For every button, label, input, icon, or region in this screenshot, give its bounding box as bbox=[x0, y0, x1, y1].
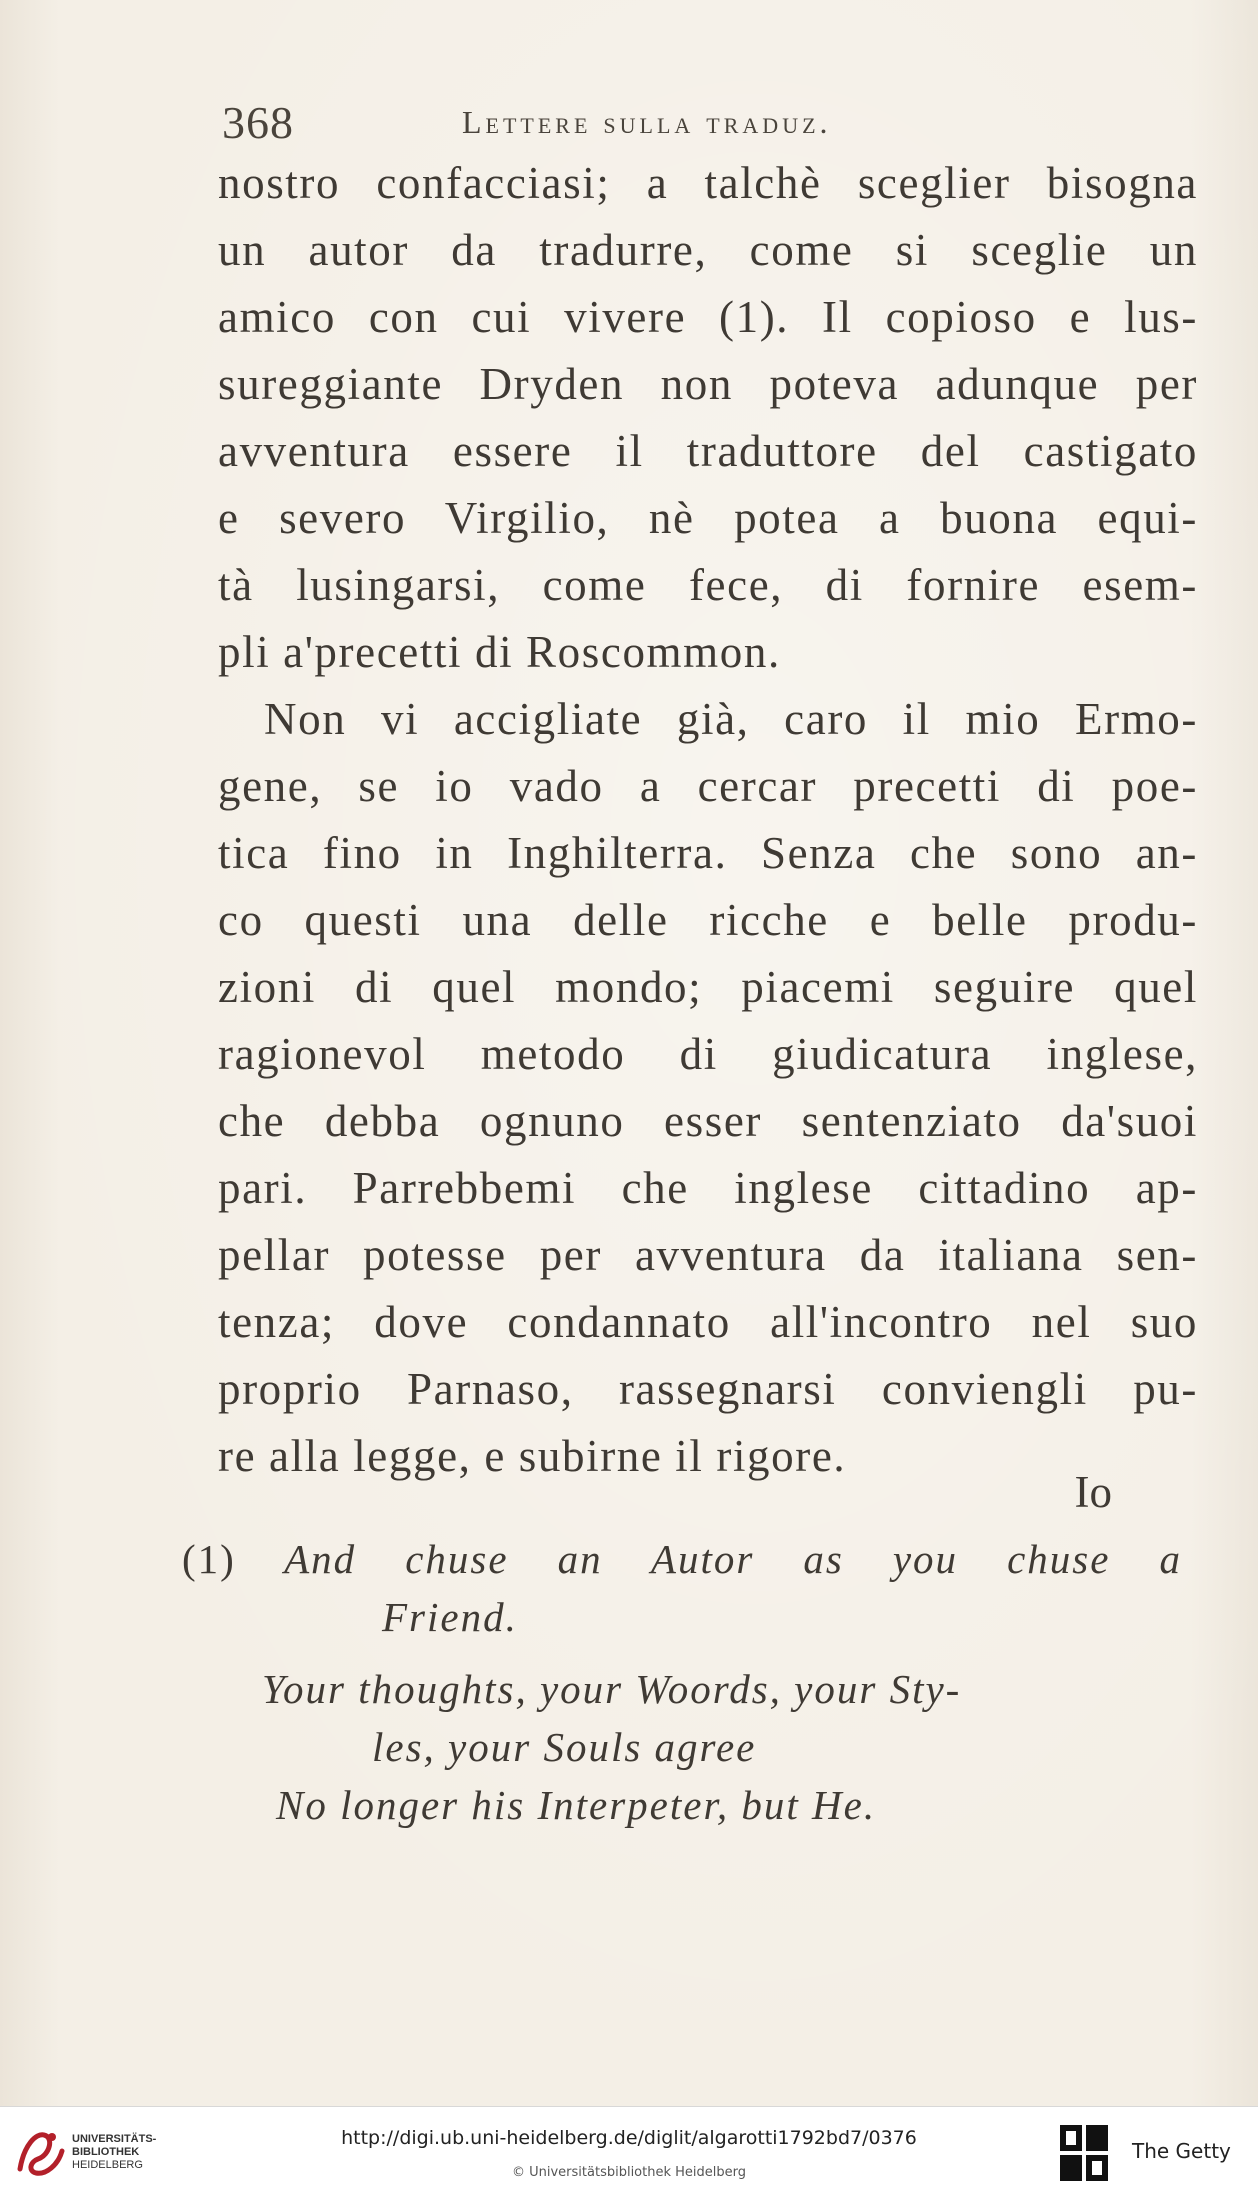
text-line: re alla legge, e subirne il rigore. bbox=[218, 1431, 847, 1481]
text-line: pli a'precetti di Roscommon. bbox=[218, 627, 781, 677]
text-line: amico con cui vivere (1). Il copioso e lus- bbox=[218, 292, 1198, 342]
text-line: tenza; dove condannato all'incontro nel suo bbox=[218, 1297, 1198, 1347]
text-line: proprio Parnaso, rassegnarsi conviengli pu- bbox=[218, 1364, 1198, 1414]
text-line: che debba ognuno esser sentenziato da'suoi bbox=[218, 1096, 1198, 1146]
text-line: ragionevol metodo di giudicatura inglese, bbox=[218, 1029, 1198, 1079]
footnote-marker: (1) bbox=[182, 1536, 236, 1582]
library-name-line: UNIVERSITÄTS- bbox=[72, 2133, 157, 2145]
text-line: un autor da tradurre, come si sceglie un bbox=[218, 225, 1198, 275]
running-head-title: Lettere sulla traduz. bbox=[462, 104, 832, 140]
text-line: nostro confacciasi; a talchè sceglier bisogna bbox=[218, 158, 1198, 208]
body-text bbox=[218, 150, 1198, 1490]
text-line: sureggiante Dryden non poteva adunque per bbox=[218, 359, 1198, 409]
text-line: tà lusingarsi, come fece, di fornire esem- bbox=[218, 560, 1198, 610]
footnote-verse-line: les, your Souls agree bbox=[372, 1724, 757, 1770]
footnote-text: And chuse an Autor as you chuse a bbox=[284, 1536, 1182, 1582]
copyright-notice: © Universitätsbibliothek Heidelberg bbox=[511, 2165, 746, 2180]
partner-name: The Getty bbox=[1132, 2139, 1231, 2163]
getty-logo[interactable] bbox=[1058, 2123, 1248, 2183]
text-line: zioni di quel mondo; piacemi seguire quel bbox=[218, 962, 1198, 1012]
permalink-url[interactable]: http://digi.ub.uni-heidelberg.de/diglit/algarotti1792bd7/0376 bbox=[341, 2127, 917, 2149]
footnote bbox=[182, 1530, 1182, 1834]
running-head bbox=[222, 96, 1202, 156]
text-line: Non vi accigliate già, caro il mio Ermo- bbox=[264, 694, 1198, 744]
page-number: 368 bbox=[222, 97, 294, 148]
footnote-line: Friend. bbox=[382, 1594, 518, 1640]
text-line: gene, se io vado a cercar precetti di poe- bbox=[218, 761, 1198, 811]
catchword: Io bbox=[1074, 1467, 1112, 1517]
library-name-line: BIBLIOTHEK bbox=[72, 2146, 140, 2158]
footnote-verse-line: No longer his Interpeter, but He. bbox=[276, 1782, 877, 1828]
text-line: e severo Virgilio, nè potea a buona equi- bbox=[218, 493, 1198, 543]
library-name-line: HEIDELBERG bbox=[72, 2159, 143, 2171]
getty-logo-icon bbox=[1058, 2123, 1112, 2183]
footnote-line bbox=[182, 1530, 1182, 1588]
text-line: tica fino in Inghilterra. Senza che sono an- bbox=[218, 828, 1198, 878]
footnote-verse-line: Your thoughts, your Woords, your Sty- bbox=[262, 1666, 962, 1712]
text-line: co questi una delle ricche e belle produ- bbox=[218, 895, 1198, 945]
text-line: pellar potesse per avventura da italiana sen- bbox=[218, 1230, 1198, 1280]
text-line: avventura essere il traduttore del castigato bbox=[218, 426, 1198, 476]
footer-bar bbox=[0, 2106, 1258, 2197]
text-line: pari. Parrebbemi che inglese cittadino ap- bbox=[218, 1163, 1198, 1213]
